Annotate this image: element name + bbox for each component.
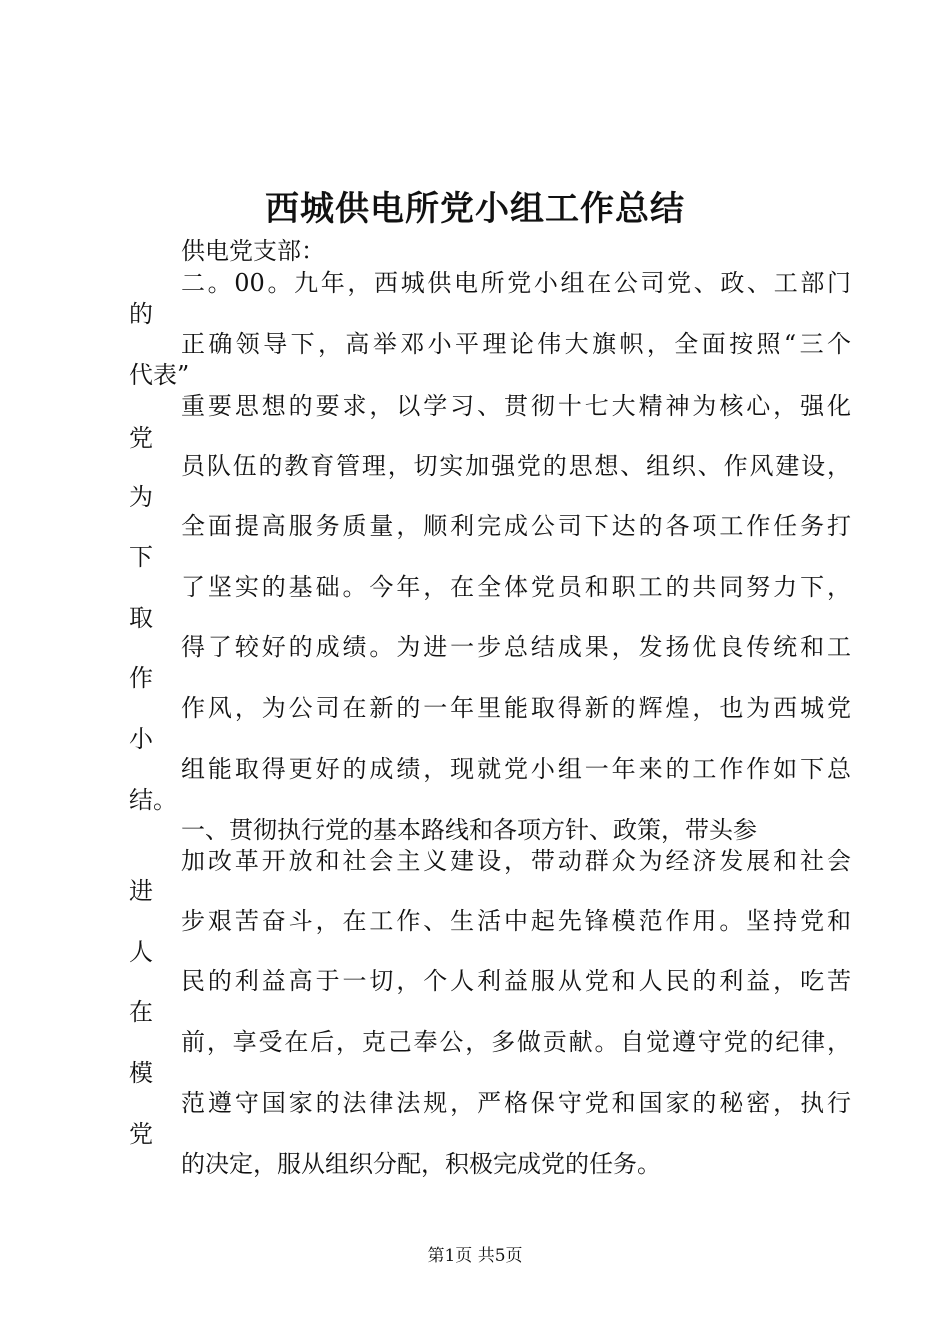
body-line: 重要思想的要求，以学习、贯彻十七大精神为核心，强化 xyxy=(181,392,851,420)
body-line-wrap: 的 xyxy=(129,300,153,328)
body-line: 前，享受在后，克己奉公，多做贡献。自觉遵守党的纪律， xyxy=(181,1028,851,1056)
body-line: 组能取得更好的成绩，现就党小组一年来的工作作如下总 xyxy=(181,755,851,783)
body-line-wrap: 进 xyxy=(129,877,153,905)
body-line: 二。00。九年，西城供电所党小组在公司党、政、工部门 xyxy=(181,269,851,297)
body-line-wrap: 党 xyxy=(129,1120,153,1148)
body-line-wrap: 小 xyxy=(129,725,153,753)
body-line-wrap: 下 xyxy=(129,543,153,571)
body-line: 员队伍的教育管理，切实加强党的思想、组织、作风建设， xyxy=(181,452,851,480)
body-line: 得了较好的成绩。为进一步总结成果，发扬优良传统和工 xyxy=(181,633,851,661)
body-line-last: 的决定，服从组织分配，积极完成党的任务。 xyxy=(181,1150,661,1178)
body-line: 加改革开放和社会主义建设，带动群众为经济发展和社会 xyxy=(181,847,851,875)
body-line: 了坚实的基础。今年，在全体党员和职工的共同努力下， xyxy=(181,573,851,601)
body-line-wrap: 结。 xyxy=(129,786,177,814)
body-line-wrap: 作 xyxy=(129,664,153,692)
body-line: 全面提高服务质量，顺利完成公司下达的各项工作任务打 xyxy=(181,512,851,540)
body-line: 步艰苦奋斗，在工作、生活中起先锋模范作用。坚持党和 xyxy=(181,907,851,935)
salutation: 供电党支部： xyxy=(181,237,325,265)
section-heading: 一、贯彻执行党的基本路线和各项方针、政策，带头参 xyxy=(181,816,757,844)
body-line-wrap: 代表” xyxy=(129,361,190,389)
body-line-wrap: 党 xyxy=(129,424,153,452)
body-line: 民的利益高于一切，个人利益服从党和人民的利益，吃苦 xyxy=(181,967,851,995)
body-line-wrap: 在 xyxy=(129,998,153,1026)
body-line-wrap: 模 xyxy=(129,1059,153,1087)
body-line: 范遵守国家的法律法规，严格保守党和国家的秘密，执行 xyxy=(181,1089,851,1117)
page-number: 第1页 共5页 xyxy=(427,1246,523,1266)
body-line: 正确领导下，高举邓小平理论伟大旗帜，全面按照“三个 xyxy=(181,330,851,358)
body-line: 作风，为公司在新的一年里能取得新的辉煌，也为西城党 xyxy=(181,694,851,722)
body-line-wrap: 人 xyxy=(129,938,153,966)
page-title: 西城供电所党小组工作总结 xyxy=(265,189,685,229)
body-line-wrap: 为 xyxy=(129,483,153,511)
body-line-wrap: 取 xyxy=(129,604,153,632)
